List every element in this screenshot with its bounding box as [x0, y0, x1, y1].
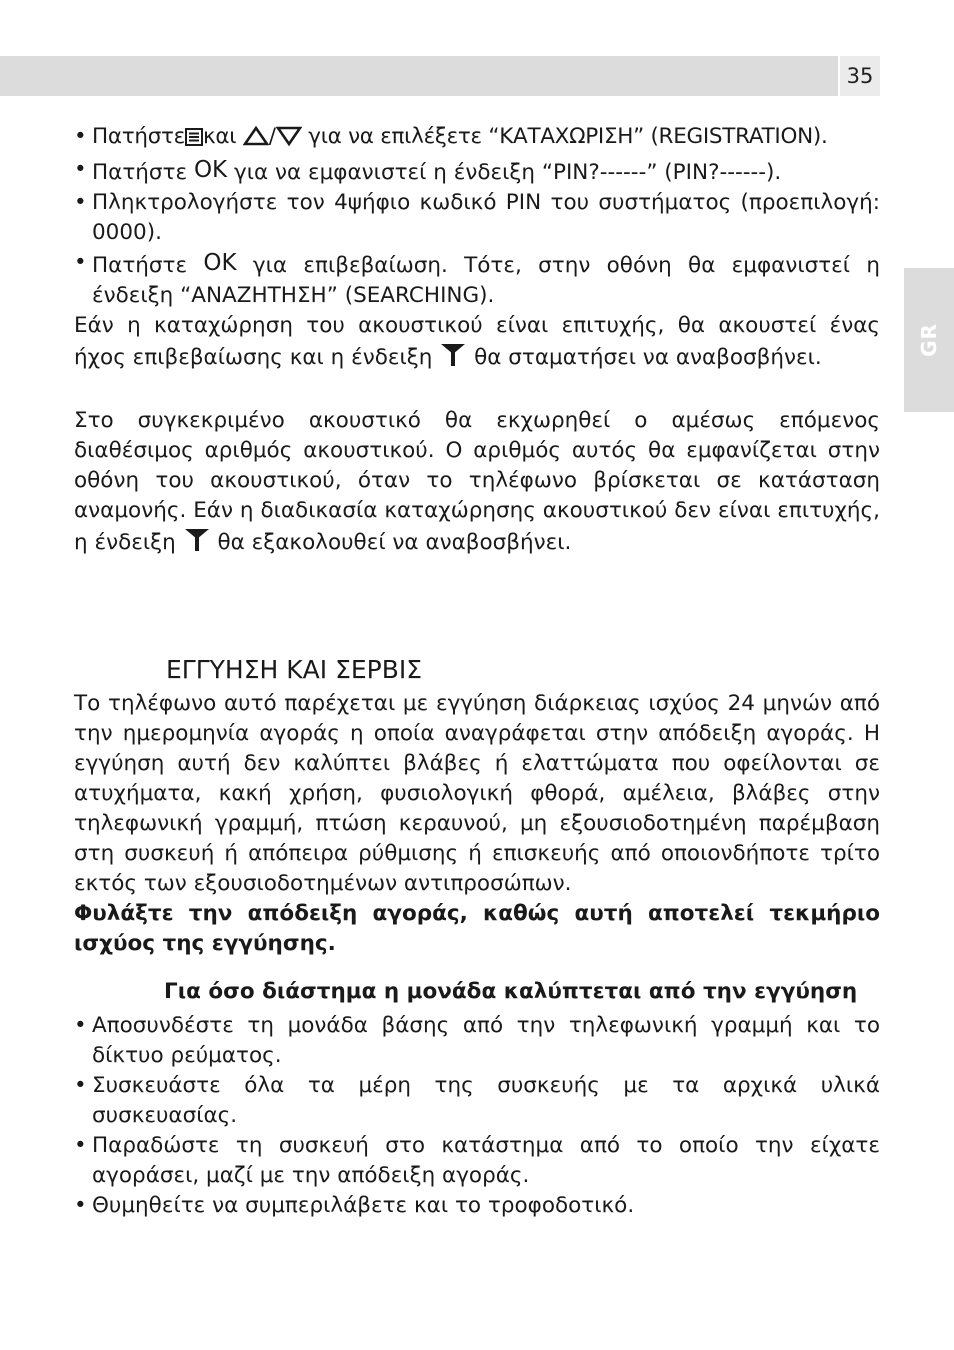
- page-number: 35: [840, 56, 880, 96]
- language-tab: [904, 268, 954, 412]
- spacer: [74, 376, 880, 406]
- page-content: [74, 122, 880, 1221]
- up-arrow-icon: [243, 125, 269, 155]
- list-item: • Παραδώστε τη συσκευή στο κατάστημα από το οποίο την είχατε αγοράσει, μαζί με την απόδειξη αγοράς.: [74, 1131, 880, 1191]
- spacer: [74, 561, 880, 653]
- antenna-icon: [439, 341, 467, 376]
- registration-result-paragraph: Εάν η καταχώρηση του ακουστικού είναι επιτυχής, θα ακουστεί ένας ήχος επιβεβαίωσης και η ένδειξη θα σταματήσει να αναβοσβήνει.: [74, 311, 880, 376]
- list-item: • Συσκευάστε όλα τα μέρη της συσκευής με τα αρχικά υλικά συσκευασίας.: [74, 1071, 880, 1131]
- registration-step-2: • Πατήστε OK για να εμφανιστεί η ένδειξη “PIN?------” (PIN?------).: [74, 155, 880, 188]
- warranty-paragraph: Το τηλέφωνο αυτό παρέχεται με εγγύηση διάρκειας ισχύος 24 μηνών από την ημερομηνία αγοράς η οποία αναγράφεται στην απόδειξη αγοράς. Η εγγύηση αυτή δεν καλύπτει βλάβες ή ελαττώματα που οφείλονται σε ατυχήματα, κακή χρήση, φυσιολογική φθορά, αμέλεια, βλάβες στην τηλεφωνική γραμμή, πτώση κεραυνού, μη εξουσιοδοτημένη παρέμβαση στη συσκευή ή απόπειρα ρύθμισης ή επισκευής από οποιονδήποτε τρίτο εκτός των εξουσιοδοτημένων αντιπροσώπων.: [74, 691, 880, 896]
- language-tab-label: GR: [917, 323, 941, 357]
- registration-step-4: • Πατήστε OK για επιβεβαίωση. Τότε, στην οθόνη θα εμφανιστεί η ένδειξη “ΑΝΑΖΗΤΗΣΗ” (SEARCHING).: [74, 248, 880, 311]
- section-title: ΕΓΓΥΗΣΗ ΚΑΙ ΣΕΡΒΙΣ: [166, 655, 423, 684]
- registration-step-3: • Πληκτρολογήστε τον 4ψήφιο κωδικό PIN του συστήματος (προεπιλογή: 0000).: [74, 188, 880, 248]
- header-bar: [0, 56, 838, 96]
- ok-key-label: OK: [203, 250, 237, 276]
- list-item: • Θυμηθείτε να συμπεριλάβετε και το τροφοδοτικό.: [74, 1191, 880, 1221]
- warranty-bold-note: Φυλάξτε την απόδειξη αγοράς, καθώς αυτή αποτελεί τεκμήριο ισχύος της εγγύησης.: [74, 901, 880, 956]
- list-item: • Αποσυνδέστε τη μονάδα βάσης από την τηλεφωνική γραμμή και το δίκτυο ρεύματος.: [74, 1011, 880, 1071]
- down-arrow-icon: [276, 125, 302, 155]
- ok-key-label: OK: [193, 157, 228, 183]
- menu-icon: [185, 125, 203, 155]
- handset-number-paragraph: Στο συγκεκριμένο ακουστικό θα εκχωρηθεί ο αμέσως επόμενος διαθέσιμος αριθμός ακουστικού. Ο αριθμός αυτός θα εμφανίζεται στην οθόνη του ακουστικού, όταν το τηλέφωνο βρίσκεται σε κατάσταση αναμονής. Εάν η διαδικασία καταχώρησης ακουστικού δεν είναι επιτυχής, η ένδειξη θα εξακολουθεί να αναβοσβήνει.: [74, 406, 880, 561]
- warranty-subheading: Για όσο διάστημα η μονάδα καλύπτεται από την εγγύηση: [164, 979, 858, 1004]
- antenna-icon: [183, 526, 211, 561]
- registration-step-1: • Πατήστε και / για να επιλέξετε “ΚΑΤΑΧΩΡΙΣΗ” (REGISTRATION).: [74, 122, 880, 155]
